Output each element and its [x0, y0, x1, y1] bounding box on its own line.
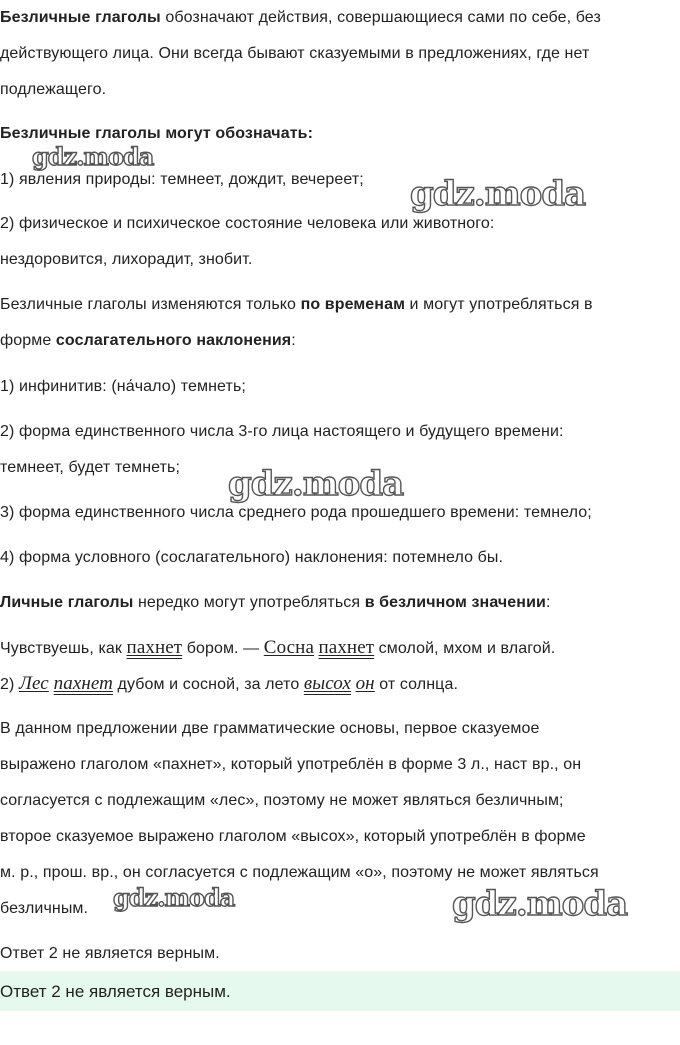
- paragraph-tenses-line2: форме сослагательного наклонения:: [0, 332, 296, 349]
- subject-word: он: [355, 673, 375, 694]
- paragraph-definition-line3: подлежащего.: [0, 81, 107, 98]
- watermark-logo: gdz.moda: [228, 464, 404, 504]
- paragraph-definition-line1: Безличные глаголы обозначают действия, совершающиеся сами по себе, без: [0, 9, 601, 26]
- example-sentence-2: 2) Лес пахнет дубом и сосной, за лето высох он от солнца.: [0, 673, 458, 694]
- list2-item3: 3) форма единственного числа среднего рода прошедшего времени: темнело;: [0, 504, 592, 521]
- answer-highlight-box: [0, 971, 680, 1011]
- list2-item1: 1) инфинитив: (на́чало) темнеть;: [0, 378, 246, 395]
- explanation-line: В данном предложении две грамматические основы, первое сказуемое: [0, 720, 540, 737]
- predicate-word: пахнет: [53, 673, 114, 694]
- list2-item2-line2: темнеет, будет темнеть;: [0, 459, 181, 476]
- watermark-logo: gdz.moda: [452, 884, 628, 924]
- list1-item1: 1) явления природы: темнеет, дождит, вечереет;: [0, 171, 364, 188]
- predicate-word: пахнет: [126, 637, 183, 658]
- paragraph-personal-verbs: Личные глаголы нередко могут употребляться в безличном значении:: [0, 594, 551, 611]
- answer-text: Ответ 2 не является верным.: [0, 945, 220, 962]
- predicate-word: высох: [303, 673, 352, 694]
- answer-box-text: Ответ 2 не является верным.: [0, 982, 231, 1001]
- explanation-line: согласуется с подлежащим «лес», поэтому не может являться безличным;: [0, 792, 564, 809]
- subheading-can-denote: Безличные глаголы могут обозначать:: [0, 125, 313, 142]
- predicate-word: пахнет: [318, 637, 375, 658]
- explanation-line: м. р., прош. вр., он согласуется с подлежащим «о», поэтому не может являться: [0, 864, 599, 881]
- list2-item4: 4) форма условного (сослагательного) наклонения: потемнело бы.: [0, 549, 504, 566]
- watermark-logo: gdz.moda: [113, 883, 235, 912]
- term-impersonal-verbs: Безличные глаголы: [0, 9, 161, 26]
- explanation-line: второе сказуемое выражено глаголом «высох», который употреблён в форме: [0, 828, 586, 845]
- paragraph-tenses-line1: Безличные глаголы изменяются только по временам и могут употребляться в: [0, 296, 593, 313]
- example-sentence-1: Чувствуешь, как пахнет бором. — Сосна пахнет смолой, мхом и влагой.: [0, 637, 556, 658]
- explanation-line: безличным.: [0, 900, 89, 917]
- list2-item2-line1: 2) форма единственного числа 3-го лица настоящего и будущего времени:: [0, 423, 564, 440]
- watermark-logo: gdz.moda: [32, 142, 154, 171]
- list1-item2-line1: 2) физическое и психическое состояние человека или животного:: [0, 215, 495, 232]
- explanation-line: выражено глаголом «пахнет», который употреблён в форме 3 л., наст вр., он: [0, 756, 582, 773]
- list1-item2-line2: нездоровится, лихорадит, знобит.: [0, 251, 253, 268]
- paragraph-definition-line2: действующего лица. Они всегда бывают сказуемыми в предложениях, где нет: [0, 45, 590, 62]
- watermark-logo: gdz.moda: [410, 174, 586, 214]
- subject-word: Сосна: [263, 637, 314, 658]
- subject-word: Лес: [18, 673, 49, 694]
